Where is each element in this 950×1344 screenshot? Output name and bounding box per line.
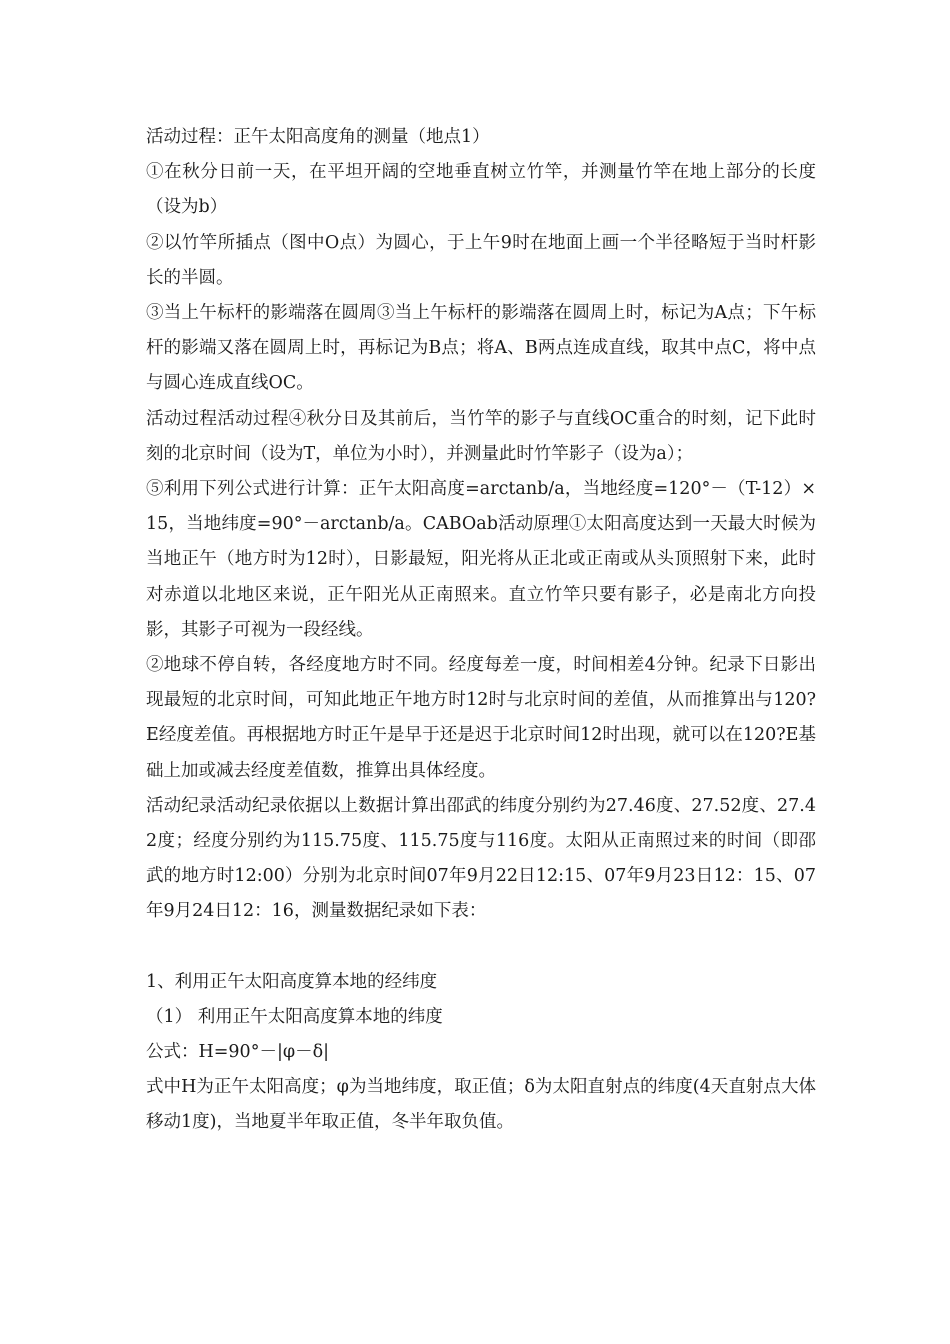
formula-line: 公式：H=90°－|φ－δ| bbox=[146, 1042, 330, 1063]
step-1-paragraph: ①在秋分日前一天，在平坦开阔的空地垂直树立竹竿，并测量竹竿在地上部分的长度（设为b） bbox=[146, 162, 816, 218]
section-title: 活动过程：正午太阳高度角的测量（地点1） bbox=[146, 127, 490, 147]
section-spacer bbox=[146, 930, 816, 965]
step-3-paragraph: ③当上午标杆的影端落在圆周③当上午标杆的影端落在圆周上时，标记为A点；下午标杆的影端又落在圆周上时，再标记为B点；将A、B两点连成直线，取其中点C，将中点与圆心连成直线OC。 bbox=[146, 303, 816, 394]
document-body bbox=[146, 120, 816, 1141]
step-4-paragraph: 活动过程活动过程④秋分日及其前后，当竹竿的影子与直线OC重合的时刻，记下此时刻的北京时间（设为T，单位为小时），并测量此时竹竿影子（设为a）； bbox=[146, 408, 816, 464]
principle-2-paragraph: ②地球不停自转，各经度地方时不同。经度每差一度，时间相差4分钟。纪录下日影出现最短的北京时间，可知此地正午地方时12时与北京时间的差值，从而推算出与120?E经度差值。再根据地方时正午是早于还是迟于北京时间12时出现，就可以在120?E基础上加或减去经度差值数，推算出具体经度。 bbox=[146, 655, 816, 781]
record-paragraph: 活动纪录活动纪录依据以上数据计算出邵武的纬度分别约为27.46度、27.52度、27.42度；经度分别约为115.75度、115.75度与116度。太阳从正南照过来的时间（即邵武的地方时12:00）分别为北京时间07年9月22日12:15、07年9月23日12：15、07年9月24日12：16，测量数据纪录如下表： bbox=[146, 795, 816, 922]
step-2-paragraph: ②以竹竿所插点（图中O点）为圆心，于上午9时在地面上画一个半径略短于当时杆影长的半圆。 bbox=[146, 232, 816, 288]
step-5-paragraph: ⑤利用下列公式进行计算：正午太阳高度=arctanb/a，当地经度=120°－（T-12）×15，当地纬度=90°－arctanb/a。CABOab活动原理①太阳高度达到一天最大时候为当地正午（地方时为12时），日影最短，阳光将从正北或正南或从头顶照射下来，此时对赤道以北地区来说，正午阳光从正南照来。直立竹竿只要有影子，必是南北方向投影，其影子可视为一段经线。 bbox=[146, 479, 816, 640]
formula-explanation: 式中H为正午太阳高度；φ为当地纬度，取正值；δ为太阳直射点的纬度(4天直射点大体移动1度)，当地夏半年取正值，冬半年取负值。 bbox=[146, 1077, 816, 1133]
section-subheading: （1） 利用正午太阳高度算本地的纬度 bbox=[146, 1006, 443, 1027]
section-heading: 1、利用正午太阳高度算本地的经纬度 bbox=[146, 971, 438, 992]
